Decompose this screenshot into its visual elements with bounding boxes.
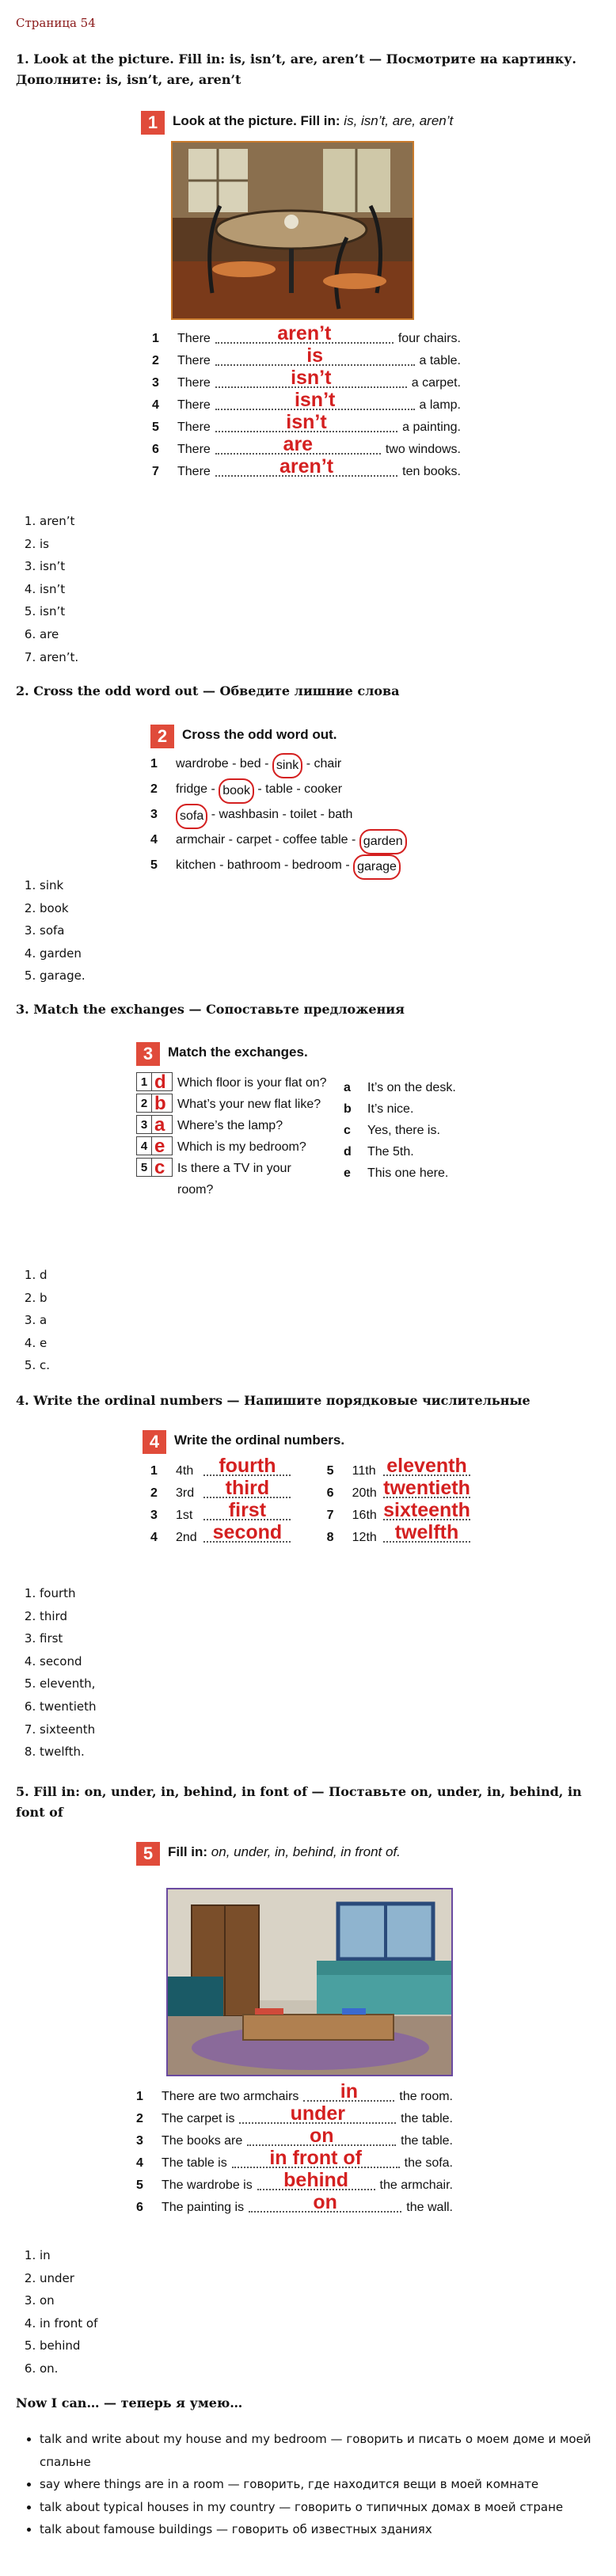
exercise-1 bbox=[141, 111, 473, 483]
match-answer: d bbox=[154, 1071, 166, 1093]
match-answer: c bbox=[154, 1156, 165, 1178]
list-item: 3. on bbox=[40, 2289, 97, 2312]
exercise-title: Look at the picture. Fill in: is, isn’t, are, aren’t bbox=[173, 113, 454, 128]
list-item: 3. first bbox=[40, 1627, 97, 1650]
list-item: 4. garden bbox=[40, 942, 86, 965]
list-item: • talk about typical houses in my country — говорить о типичных домах в моей стране bbox=[40, 2496, 610, 2519]
exercise-number-badge: 3 bbox=[136, 1042, 160, 1066]
exercise-row: 7 There aren’t ten books. bbox=[152, 455, 461, 478]
answer-fill: is bbox=[306, 344, 324, 367]
answer-fill: isn’t bbox=[286, 411, 327, 433]
list-item: 7. aren’t. bbox=[40, 646, 78, 669]
answer-fill: aren’t bbox=[277, 322, 332, 344]
answer-fill: in bbox=[340, 2080, 358, 2102]
living-room-illustration bbox=[168, 1889, 451, 2075]
answer-fill: eleventh bbox=[386, 1455, 467, 1477]
match-item: 1 d Which floor is your flat on? bbox=[136, 1072, 330, 1094]
match-item: 4 e Which is my bedroom? bbox=[136, 1136, 330, 1158]
match-left-column bbox=[136, 1072, 330, 1200]
list-item: 3. sofa bbox=[40, 919, 86, 942]
exercise-row: 2 3rd third 6 20th twentieth bbox=[150, 1477, 470, 1500]
answer-fill: on bbox=[309, 2125, 334, 2147]
exercise-row: 6 There are two windows. bbox=[152, 433, 461, 456]
exercise-row: 3 The books are on the table. bbox=[136, 2125, 453, 2148]
exercise-row: 4 armchair - carpet - coffee table - garden bbox=[150, 829, 467, 854]
exercise-title: Cross the odd word out. bbox=[182, 727, 337, 742]
section-title-now-i-can: Now I can… — теперь я умею… bbox=[16, 2395, 243, 2410]
answer-fill: are bbox=[283, 433, 314, 455]
exercise-5 bbox=[136, 1842, 469, 2219]
now-i-can-list bbox=[16, 2428, 610, 2541]
list-item: 5. c. bbox=[40, 1354, 50, 1377]
list-item: 5. garage. bbox=[40, 965, 86, 987]
circled-odd-word: sink bbox=[272, 753, 302, 778]
answer-fill: third bbox=[225, 1477, 270, 1499]
answer-fill: first bbox=[228, 1499, 267, 1521]
answer-fill: isn’t bbox=[294, 389, 336, 411]
exercise-row: 2 The carpet is under the table. bbox=[136, 2102, 453, 2125]
answer-fill: twentieth bbox=[383, 1477, 470, 1499]
list-item: 6. are bbox=[40, 623, 78, 646]
match-option: a It’s on the desk. bbox=[344, 1081, 456, 1094]
exercise-row: 1 4th fourth 5 11th eleventh bbox=[150, 1460, 475, 1482]
exercise-row: 5 The wardrobe is behind the armchair. bbox=[136, 2169, 453, 2192]
exercise-number-badge: 1 bbox=[141, 111, 165, 135]
exercise-4 bbox=[143, 1430, 475, 1549]
exercise-row: 1 There aren’t four chairs. bbox=[152, 322, 461, 345]
match-answer: b bbox=[154, 1092, 166, 1114]
list-item: • talk and write about my house and my bedroom — говорить и писать о моем доме и моей спальне bbox=[40, 2428, 610, 2473]
circled-odd-word: garden bbox=[359, 829, 407, 854]
list-item: 5. eleventh, bbox=[40, 1672, 97, 1695]
exercise-row: 6 The painting is on the wall. bbox=[136, 2191, 453, 2214]
list-item: 4. in front of bbox=[40, 2312, 97, 2335]
exercise-3 bbox=[136, 1042, 477, 1256]
exercise-row: 1 wardrobe - bed - sink - chair bbox=[150, 753, 467, 778]
section-title-5: 5. Fill in: on, under, in, behind, in font of — Поставьте on, under, in, behind, in font of bbox=[16, 1784, 582, 1820]
dining-room-picture bbox=[171, 141, 414, 320]
answer-fill: behind bbox=[283, 2169, 349, 2191]
list-item: 2. under bbox=[40, 2267, 97, 2290]
match-option: e This one here. bbox=[344, 1166, 449, 1180]
exercise-row: 3 1st first 7 16th sixteenth bbox=[150, 1499, 470, 1522]
list-item: 1. fourth bbox=[40, 1582, 97, 1605]
exercise-title: Match the exchanges. bbox=[168, 1044, 308, 1060]
list-item: 1. d bbox=[40, 1264, 50, 1287]
answer-fill: under bbox=[290, 2102, 346, 2125]
exercise-row: 4 2nd second 8 12th twelfth bbox=[150, 1527, 475, 1549]
exercise-row: 2 fridge - book - table - cooker bbox=[150, 778, 467, 804]
circled-odd-word: book bbox=[219, 778, 254, 804]
list-item: 2. third bbox=[40, 1605, 97, 1628]
match-option: c Yes, there is. bbox=[344, 1124, 440, 1137]
list-item: 7. sixteenth bbox=[40, 1718, 97, 1741]
exercise-number-badge: 5 bbox=[136, 1842, 160, 1866]
exercise-4-header bbox=[143, 1430, 475, 1454]
answer-fill: in front of bbox=[269, 2147, 362, 2169]
list-item: 8. twelfth. bbox=[40, 1741, 97, 1764]
answers-list-5 bbox=[16, 2244, 97, 2380]
exercise-3-header bbox=[136, 1042, 477, 1066]
list-item: • talk about famouse buildings — говорить об известных зданиях bbox=[40, 2518, 610, 2541]
exercise-4-rows bbox=[143, 1455, 475, 1549]
list-item: 6. twentieth bbox=[40, 1695, 97, 1718]
list-item: 4. second bbox=[40, 1650, 97, 1673]
match-answer: a bbox=[154, 1113, 165, 1136]
exercise-5-header bbox=[136, 1842, 469, 1866]
list-item: 1. sink bbox=[40, 874, 86, 897]
list-item: 2. book bbox=[40, 897, 86, 920]
exercise-row: 5 kitchen - bathroom - bedroom - garage bbox=[150, 854, 467, 880]
match-item: 2 b What’s your new flat like? bbox=[136, 1094, 330, 1115]
answers-list-1 bbox=[16, 510, 78, 668]
section-title-3: 3. Match the exchanges — Сопоставьте предложения bbox=[16, 1002, 405, 1017]
exercise-row: 3 There isn’t a carpet. bbox=[152, 367, 461, 390]
answers-list-3 bbox=[16, 1264, 50, 1377]
list-item: 3. a bbox=[40, 1309, 50, 1332]
match-item: 3 a Where’s the lamp? bbox=[136, 1115, 330, 1136]
answer-fill: sixteenth bbox=[383, 1499, 470, 1521]
answer-fill: isn’t bbox=[291, 367, 332, 389]
answers-list-4 bbox=[16, 1582, 97, 1764]
list-item: 1. aren’t bbox=[40, 510, 78, 533]
answers-list-2 bbox=[16, 874, 86, 987]
match-item: 5 c Is there a TV in your room? bbox=[136, 1158, 330, 1200]
exercise-row: 2 There is a table. bbox=[152, 344, 461, 367]
exercise-title: Fill in: on, under, in, behind, in front of. bbox=[168, 1844, 401, 1859]
list-item: 5. behind bbox=[40, 2334, 97, 2357]
exercise-title: Write the ordinal numbers. bbox=[174, 1433, 345, 1448]
dining-room-illustration bbox=[173, 143, 413, 318]
match-right-column bbox=[344, 1077, 474, 1184]
exercise-1-header bbox=[141, 111, 473, 135]
living-room-picture bbox=[166, 1888, 453, 2076]
exercise-row: 1 There are two armchairs in the room. bbox=[136, 2080, 453, 2103]
list-item: 5. isn’t bbox=[40, 600, 78, 623]
list-item: 2. b bbox=[40, 1287, 50, 1310]
exercise-5-rows bbox=[136, 2080, 453, 2219]
answer-fill: second bbox=[212, 1521, 283, 1543]
answer-fill: fourth bbox=[219, 1455, 276, 1477]
exercise-2 bbox=[150, 725, 467, 880]
list-item: 3. isn’t bbox=[40, 555, 78, 578]
exercise-row: 5 There isn’t a painting. bbox=[152, 411, 461, 434]
circled-odd-word: garage bbox=[353, 854, 401, 880]
list-item: 2. is bbox=[40, 533, 78, 556]
list-item: 6. on. bbox=[40, 2357, 97, 2380]
list-item: 4. e bbox=[40, 1332, 50, 1355]
exercise-number-badge: 4 bbox=[143, 1430, 166, 1454]
exercise-row: 3 sofa - washbasin - toilet - bath bbox=[150, 804, 467, 829]
section-title-4: 4. Write the ordinal numbers — Напишите порядковые числительные bbox=[16, 1393, 530, 1408]
list-item: 4. isn’t bbox=[40, 578, 78, 601]
exercise-row: 4 There isn’t a lamp. bbox=[152, 389, 461, 412]
page-label: Страница 54 bbox=[16, 16, 96, 30]
exercise-2-rows bbox=[150, 753, 467, 880]
section-title-2: 2. Cross the odd word out — Обведите лишние слова bbox=[16, 683, 400, 698]
section-title-1: 1. Look at the picture. Fill in: is, isn’t, are, aren’t — Посмотрите на картинку. Дополните: is, isn’t, are, aren’t bbox=[16, 51, 576, 87]
match-option: b It’s nice. bbox=[344, 1102, 414, 1116]
answer-fill: twelfth bbox=[394, 1521, 459, 1543]
circled-odd-word: sofa bbox=[176, 804, 207, 829]
exercise-row: 4 The table is in front of the sofa. bbox=[136, 2147, 453, 2170]
match-option: d The 5th. bbox=[344, 1145, 414, 1159]
exercise-1-rows bbox=[141, 322, 461, 483]
answer-fill: on bbox=[313, 2191, 337, 2213]
exercise-2-header bbox=[150, 725, 467, 748]
exercise-number-badge: 2 bbox=[150, 725, 174, 748]
list-item: • say where things are in a room — говорить, где находится вещи в моей комнате bbox=[40, 2473, 610, 2496]
match-answer: e bbox=[154, 1135, 165, 1157]
list-item: 1. in bbox=[40, 2244, 97, 2267]
answer-fill: aren’t bbox=[279, 455, 334, 478]
